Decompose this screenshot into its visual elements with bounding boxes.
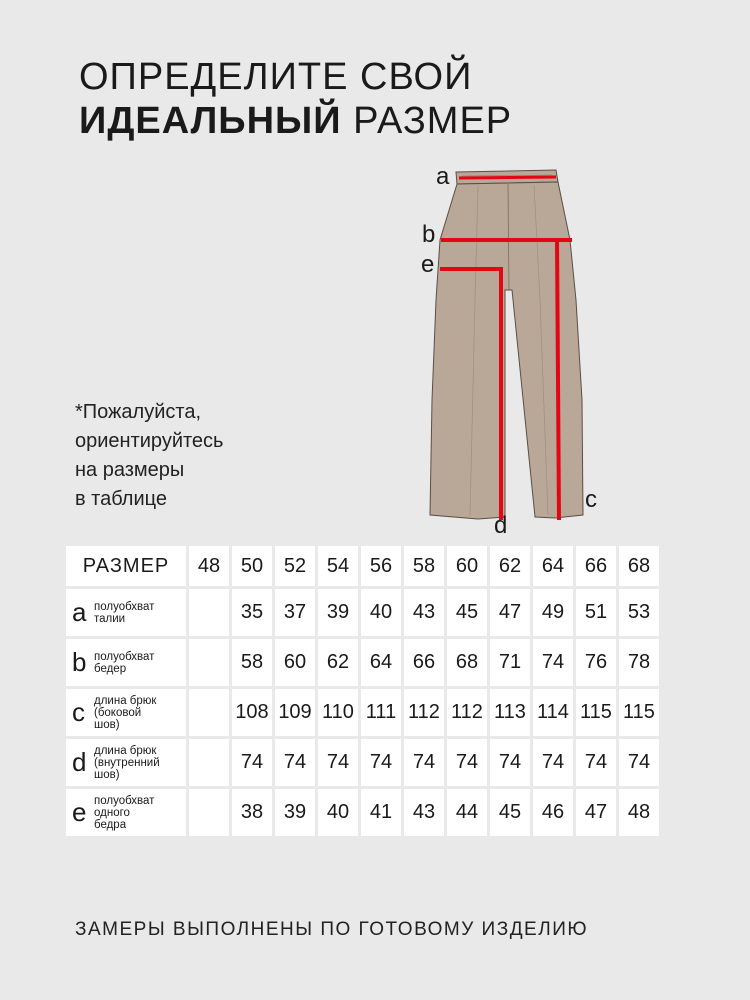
row-letter: a (72, 597, 87, 627)
value-cell: 109 (275, 689, 315, 736)
value-cell: 44 (447, 789, 487, 836)
value-cell: 110 (318, 689, 358, 736)
label-e: e (421, 251, 435, 278)
row-letter: b (72, 647, 87, 677)
row-label (66, 789, 186, 836)
value-cell: 115 (576, 689, 616, 736)
size-header-cell: 66 (576, 546, 616, 586)
row-description-line: длина брюк (94, 744, 157, 757)
size-table (63, 543, 662, 839)
value-cell: 38 (232, 789, 272, 836)
row-description-line: талии (94, 612, 126, 625)
note-line-4: в таблице (75, 488, 167, 510)
label-b: b (422, 221, 436, 248)
row-description (94, 745, 160, 781)
value-cell: 66 (404, 639, 444, 686)
value-cell: 74 (533, 739, 573, 786)
row-description-line: бедра (94, 818, 127, 831)
value-cell: 35 (232, 589, 272, 636)
title-rest: РАЗМЕР (341, 100, 513, 142)
value-cell: 113 (490, 689, 530, 736)
value-cell: 112 (404, 689, 444, 736)
value-cell: 74 (619, 739, 659, 786)
value-cell (189, 789, 229, 836)
footer-note: ЗАМЕРЫ ВЫПОЛНЕНЫ ПО ГОТОВОМУ ИЗДЕЛИЮ (75, 919, 589, 940)
value-cell: 74 (275, 739, 315, 786)
value-cell: 43 (404, 789, 444, 836)
size-header-cell: 62 (490, 546, 530, 586)
page-title (79, 55, 512, 143)
label-c: c (585, 486, 597, 513)
value-cell: 53 (619, 589, 659, 636)
size-header-row (66, 546, 659, 586)
value-cell: 49 (533, 589, 573, 636)
value-cell: 74 (447, 739, 487, 786)
value-cell: 48 (619, 789, 659, 836)
value-cell: 74 (404, 739, 444, 786)
value-cell: 114 (533, 689, 573, 736)
value-cell: 41 (361, 789, 401, 836)
value-cell: 71 (490, 639, 530, 686)
label-a: a (436, 163, 450, 190)
value-cell (189, 589, 229, 636)
row-letter: c (72, 697, 85, 727)
value-cell: 74 (533, 639, 573, 686)
value-cell: 45 (490, 789, 530, 836)
row-description (94, 651, 154, 675)
size-header-cell: 52 (275, 546, 315, 586)
value-cell: 46 (533, 789, 573, 836)
row-description-line: полуобхват (94, 794, 155, 807)
row-description-line: (боковой (94, 706, 142, 719)
value-cell: 45 (447, 589, 487, 636)
value-cell: 74 (576, 739, 616, 786)
value-cell: 111 (361, 689, 401, 736)
row-label (66, 739, 186, 786)
value-cell: 47 (490, 589, 530, 636)
label-d: d (494, 512, 508, 539)
value-cell: 115 (619, 689, 659, 736)
value-cell: 64 (361, 639, 401, 686)
value-cell: 108 (232, 689, 272, 736)
row-description-line: одного (94, 806, 130, 819)
value-cell: 47 (576, 789, 616, 836)
value-cell (189, 639, 229, 686)
measurement-row-a (66, 589, 659, 636)
value-cell: 43 (404, 589, 444, 636)
value-cell: 68 (447, 639, 487, 686)
value-cell: 74 (318, 739, 358, 786)
row-letter: d (72, 747, 87, 777)
row-description-line: полуобхват (94, 600, 155, 613)
trousers-diagram (408, 160, 608, 530)
value-cell: 39 (318, 589, 358, 636)
size-header-cell: 56 (361, 546, 401, 586)
row-description-line: полуобхват (94, 650, 155, 663)
value-cell: 78 (619, 639, 659, 686)
value-cell: 74 (232, 739, 272, 786)
size-header-cell: 58 (404, 546, 444, 586)
row-letter: e (72, 797, 87, 827)
row-description (94, 601, 154, 625)
size-header-cell: 68 (619, 546, 659, 586)
value-cell: 58 (232, 639, 272, 686)
value-cell: 40 (361, 589, 401, 636)
measurement-row-e (66, 789, 659, 836)
value-cell: 74 (490, 739, 530, 786)
row-description-line: шов) (94, 768, 120, 781)
measurement-row-b (66, 639, 659, 686)
row-description-line: длина брюк (94, 694, 157, 707)
size-header-cell: 50 (232, 546, 272, 586)
row-description (94, 695, 156, 731)
size-header-cell: 54 (318, 546, 358, 586)
value-cell: 60 (275, 639, 315, 686)
row-description (94, 795, 154, 831)
value-cell: 39 (275, 789, 315, 836)
measure-a (459, 177, 556, 178)
note-line-3: на размеры (75, 459, 185, 481)
value-cell (189, 689, 229, 736)
row-label (66, 689, 186, 736)
value-cell: 74 (361, 739, 401, 786)
size-header-label: РАЗМЕР (66, 546, 186, 586)
size-note (75, 398, 223, 514)
row-description-line: (внутренний (94, 756, 160, 769)
note-line-2: ориентируйтесь (75, 430, 224, 452)
measure-c (557, 240, 559, 520)
value-cell: 37 (275, 589, 315, 636)
row-label (66, 639, 186, 686)
measurement-row-d (66, 739, 659, 786)
value-cell: 40 (318, 789, 358, 836)
note-line-1: *Пожалуйста, (75, 401, 202, 423)
row-description-line: шов) (94, 718, 120, 731)
row-description-line: бедер (94, 662, 127, 675)
title-bold: ИДЕАЛЬНЫЙ (79, 100, 342, 142)
title-line-2 (79, 99, 512, 143)
size-header-cell: 48 (189, 546, 229, 586)
value-cell: 62 (318, 639, 358, 686)
measurement-row-c (66, 689, 659, 736)
row-label (66, 589, 186, 636)
value-cell: 76 (576, 639, 616, 686)
title-line-1: ОПРЕДЕЛИТЕ СВОЙ (79, 56, 473, 98)
value-cell (189, 739, 229, 786)
size-header-cell: 64 (533, 546, 573, 586)
value-cell: 51 (576, 589, 616, 636)
value-cell: 112 (447, 689, 487, 736)
size-header-cell: 60 (447, 546, 487, 586)
